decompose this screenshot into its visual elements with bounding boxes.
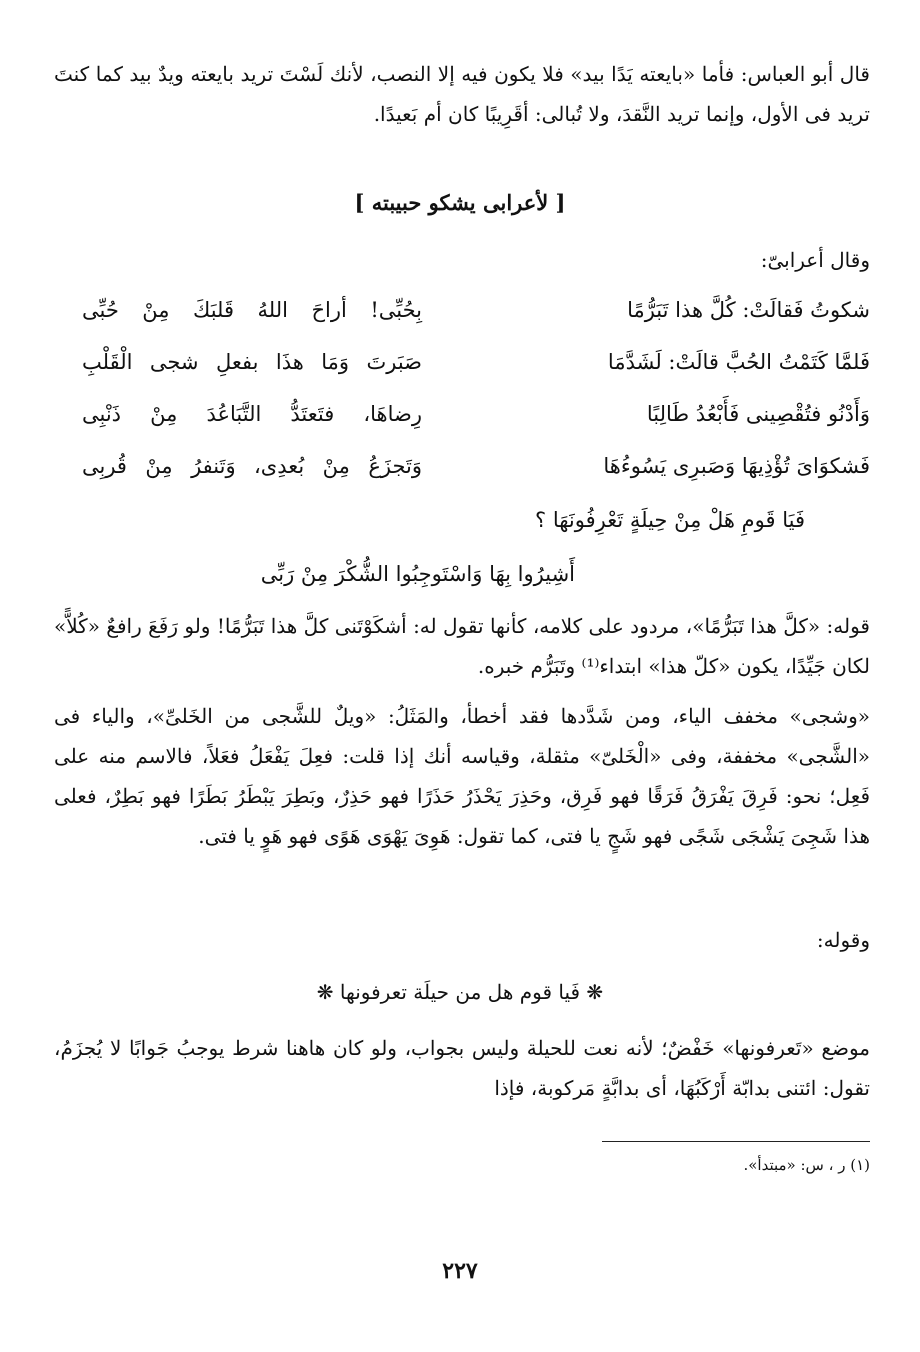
section-heading: [ لأعرابى يشكو حبيبته ] xyxy=(354,190,566,215)
poem-verse-6: أَشِيرُوا بِهَا وَاسْتَوجِبُوا الشُّكْرَ مِنْ رَبِّى xyxy=(260,562,575,586)
poem-intro: وقال أعرابىّ: xyxy=(760,248,870,272)
footnote-divider xyxy=(602,1141,870,1142)
verse-4-second-half: وَتَجزَعُ مِنْ بُعدِى، وَتَنفرُ مِنْ قُربِى xyxy=(82,454,422,478)
paragraph-abu-al-abbas: قال أبو العباس: فأما «بايعته يَدًا بيد» فلا يكون فيه إلا النصب، لأنك لَسْتَ تريد بايعته ويدٌ بيد كما كنتَ تريد فى الأول، وإنما تريد النَّقدَ، ولا تُبالى: أقَرِيبًا كان أم بَعيدًا. xyxy=(54,62,870,126)
verse-2-second-half: صَبَرتَ وَمَا هذَا بفعلِ شجى الْقَلْبِ xyxy=(82,350,422,374)
footnote: (١) ر ، س: «مبتدأ». xyxy=(743,1156,870,1174)
verse-1-first-half: شكوتُ فَقالَتْ: كُلَّ هذا تَبَرُّمًا xyxy=(627,298,870,322)
paragraph-commentary-3: موضع «تَعرفونها» خَفْضٌ؛ لأنه نعت للحيلة وليس بجواب، ولو كان هاهنا شرط يوجبُ جَوابًا لا يُجزَمُ، تقول: ائتنى بدابّة أَرْكَبُهَا، أى بدابَّةٍ مَركوبة، فإذا xyxy=(54,1036,870,1100)
verse-4-first-half: فَشكوَاىَ تُؤْذِيهَا وَصَبرِى يَسُوءُهَا xyxy=(603,454,870,478)
poem-verse-2 xyxy=(54,350,870,400)
quoted-hemistich: ❋ فَيا قوم هل من حيلَة تعرفونها ❋ xyxy=(316,980,604,1004)
page-number: ٢٢٧ xyxy=(442,1258,478,1284)
verse-3-second-half: رِضاهَا، فتَعتَدُّ التَّبَاعُدَ مِنْ ذَنْبِى xyxy=(82,402,422,426)
verse-1-second-half: بِحُبِّى! أراحَ اللهُ قَلبَكَ مِنْ حُبِّى xyxy=(82,298,422,322)
verse-2-first-half: فَلمَّا كَتَمْتُ الحُبَّ قالَتْ: لَشَدَّمَا xyxy=(607,350,870,374)
poem-verse-1 xyxy=(54,298,870,348)
paragraph-commentary-2: «وشجى» مخفف الياء، ومن شَدَّدها فقد أخطأ، والمَثَلُ: «ويلٌ للشَّجى من الخَلىِّ»، والياء فى «الشَّجى» مخففة، وفى «الْخَلىّ» مثقلة، وقياسه أنك إذا قلت: فعِلَ يَفْعَلُ فعَلاً، فالاسم منه على فَعِل؛ نحو: فَرِقَ يَفْرَقُ فَرَقًا فهو فَرِق، وحَذِرَ يَحْذَرُ حَذَرًا فهو حَذِرٌ، وبَطِرَ يَبْطَرُ بَطَرًا فهو بَطِرٌ، فعلى هذا شَجِىَ يَشْجَى شَجًى فهو شَجٍ يا فتى، كما تقول: هَوِىَ يَهْوَى هَوًى فهو هَوٍ يا فتى. xyxy=(54,704,871,848)
poem-verse-5: فَيَا قَومِ هَلْ مِنْ حِيلَةٍ تَعْرِفُونَهَا ؟ xyxy=(535,508,805,532)
verse-3-first-half: وَأَدْنُو فتُقْصِينى فَأَبْعُدُ طَالِبًا xyxy=(646,402,870,426)
paragraph-commentary-1: قوله: «كلَّ هذا تَبَرُّمًا»، مردود على كلامه، كأنها تقول له: أشكَوْتَنى كلَّ هذا تَبَرُّمًا! ولو رَفَعَ رافعٌ «كُلاًّ» لكان جَيِّدًا، يكون «كلّ هذا» ابتداء⁽¹⁾ وتَبَرُّم خبره. xyxy=(54,614,870,678)
poem-verse-3 xyxy=(54,402,870,452)
quote-intro: وقوله: xyxy=(816,928,870,952)
poem-verse-4 xyxy=(54,454,870,504)
